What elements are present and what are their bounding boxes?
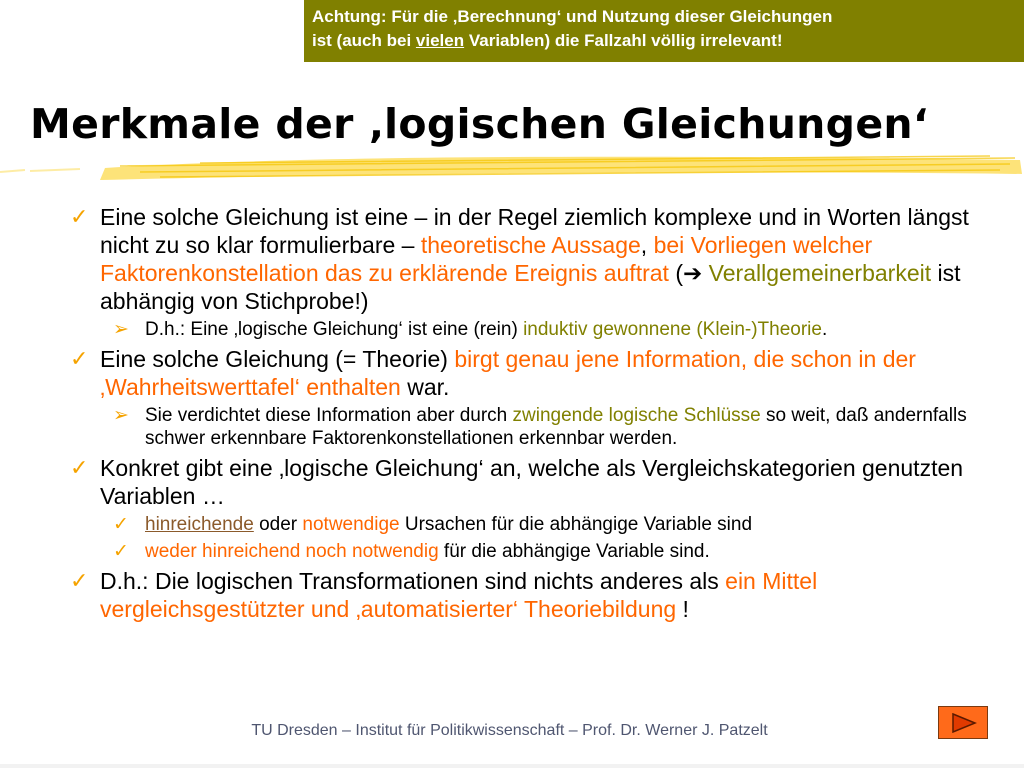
notice-box: [304, 0, 1024, 62]
sub-item-text: D.h.: Eine ‚logische Gleichung‘ ist eine (rein): [145, 319, 524, 340]
check-mark-icon: ✓: [113, 541, 129, 562]
notice-text-after: Variablen) die Fallzahl völlig irrelevant!: [464, 31, 783, 50]
check-mark-icon: ✓: [113, 514, 129, 535]
sub-item-text: Sie verdichtet diese Information aber durch: [145, 405, 513, 426]
highlight-text: notwendige: [302, 514, 400, 535]
arrow-bullet-icon: ➢: [113, 405, 129, 426]
footer-text: TU Dresden – Institut für Politikwissenschaft – Prof. Dr. Werner J. Patzelt: [251, 722, 768, 739]
item-text: Konkret gibt eine ‚logische Gleichung‘ an, welche als Vergleichskategorien genutzten Variablen …: [100, 455, 964, 509]
slide-title: Merkmale der ‚logischen Gleichungen‘: [30, 100, 929, 148]
next-slide-button[interactable]: [938, 706, 988, 739]
sub-item-text: für die abhängige Variable sind.: [438, 541, 710, 562]
check-mark-icon: ✓: [70, 568, 89, 593]
slide-content: [60, 203, 995, 626]
list-item: [60, 454, 995, 510]
list-item: [60, 345, 995, 401]
sub-item-text: so weit, daß andernfalls schwer erkennbare Faktorenkonstellationen erkennbar werden.: [145, 405, 967, 449]
highlight-text: ein Mittel vergleichsgestützter und ‚automatisierter‘ Theoriebildung: [100, 568, 818, 622]
highlight-text: theoretische Aussage: [420, 232, 641, 258]
sub-list-item: [60, 513, 995, 536]
item-text: Eine solche Gleichung ist eine – in der Regel ziemlich komplexe und in Worten längst nicht zu so klar formulierbare –: [100, 204, 969, 258]
highlight-text: weder hinreichend noch notwendig: [145, 541, 439, 562]
item-text: war.: [400, 374, 450, 400]
check-mark-icon: ✓: [70, 204, 89, 229]
olive-highlight-text: Verallgemeinerbarkeit: [708, 260, 932, 286]
item-text: Eine solche Gleichung (= Theorie): [100, 346, 455, 372]
sub-list-item: [60, 318, 995, 341]
hyperlink-text[interactable]: hinreichende: [145, 514, 254, 535]
sub-item-text: oder: [253, 514, 303, 535]
footer: [0, 722, 1024, 740]
item-text: D.h.: Die logischen Transformationen sind nichts anderes als: [100, 568, 726, 594]
sub-item-text: .: [821, 319, 828, 340]
notice-underlined-word: vielen: [415, 31, 465, 50]
item-text: ,: [640, 232, 654, 258]
highlight-text: birgt genau jene Information, die schon in der ‚Wahrheitswerttafel‘ enthalten: [100, 346, 916, 400]
list-item: [60, 203, 995, 315]
sub-item-text: Ursachen für die abhängige Variable sind: [399, 514, 753, 535]
sub-list-item: [60, 540, 995, 563]
highlighter-stroke: [0, 150, 1024, 190]
bottom-divider: [0, 764, 1024, 768]
item-text: ist abhängig von Stichprobe!): [100, 260, 961, 314]
item-text: (: [668, 260, 683, 286]
notice-line-2: [312, 29, 1024, 53]
play-next-icon: [951, 713, 977, 733]
sub-list-item: [60, 404, 995, 450]
notice-text-before: ist (auch bei: [312, 31, 416, 50]
check-mark-icon: ✓: [70, 346, 89, 371]
check-mark-icon: ✓: [70, 455, 89, 480]
olive-highlight-text: zwingende logische Schlüsse: [512, 405, 761, 426]
arrow-right-icon: ➔: [683, 260, 703, 286]
item-text: !: [676, 596, 689, 622]
notice-line-1: Achtung: Für die ‚Berechnung‘ und Nutzung dieser Gleichungen: [312, 7, 833, 26]
olive-highlight-text: induktiv gewonnene (Klein-)Theorie: [523, 319, 822, 340]
list-item: [60, 567, 995, 623]
highlight-text: bei Vorliegen welcher Faktorenkonstellation das zu erklärende Ereignis auftrat: [100, 232, 873, 286]
arrow-bullet-icon: ➢: [113, 319, 129, 340]
